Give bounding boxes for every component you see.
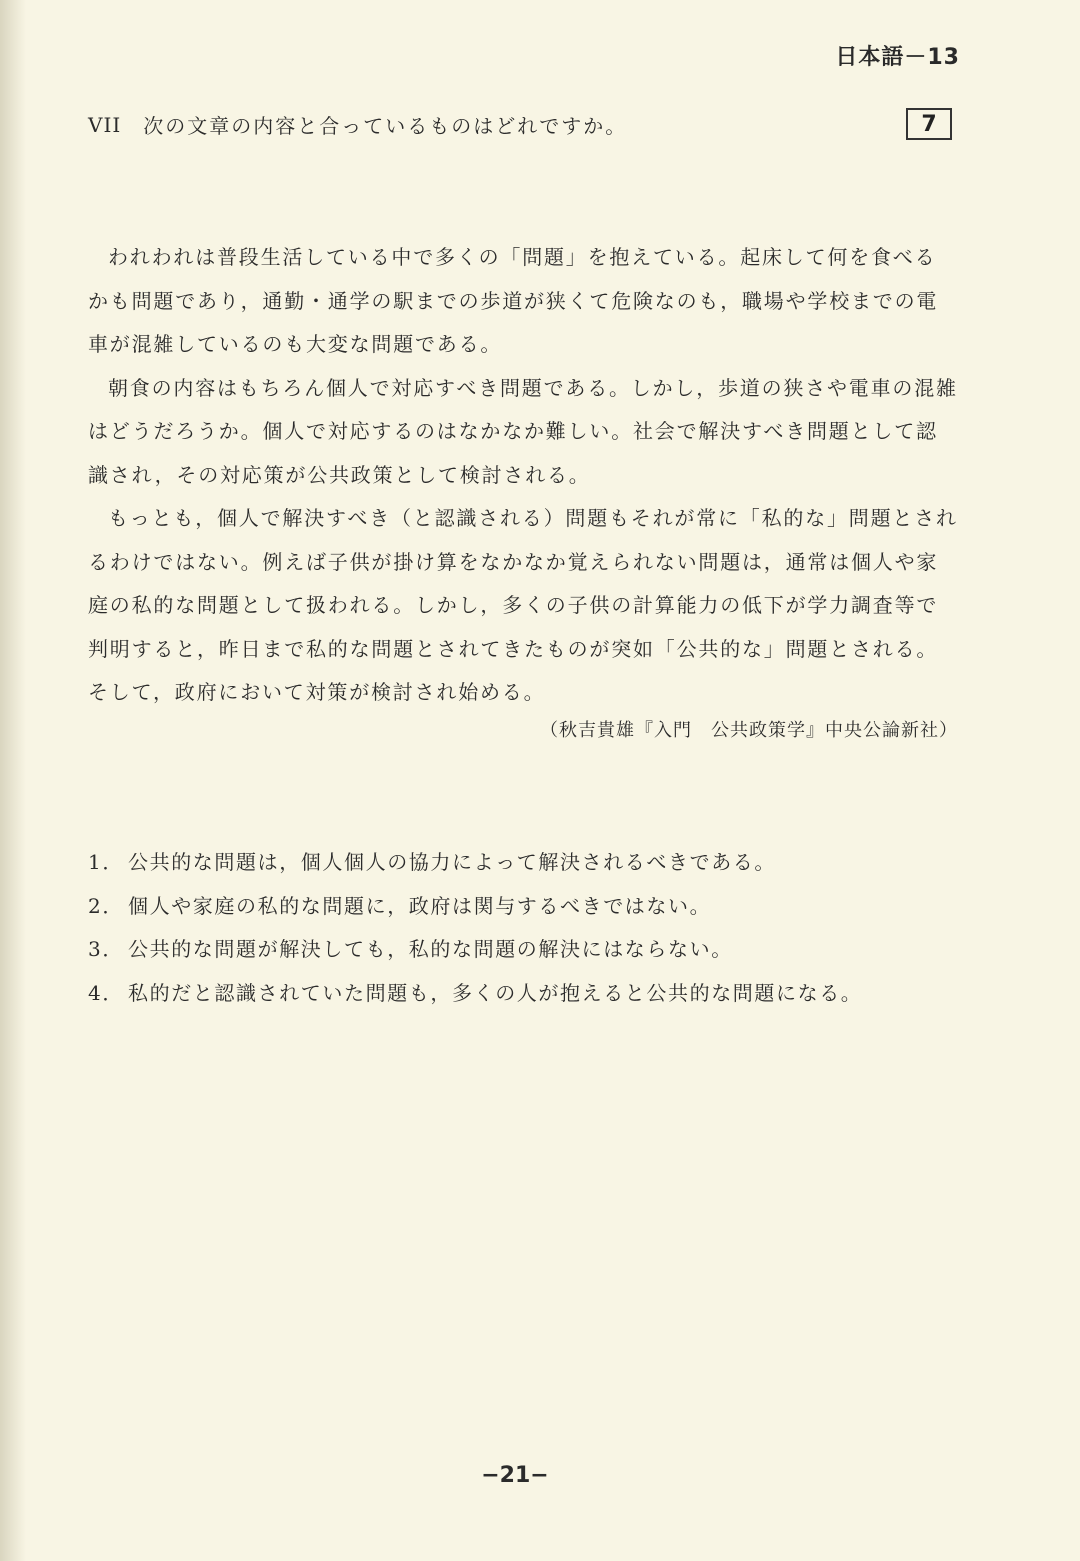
answer-option-2[interactable]: [88, 889, 958, 933]
option-text: 公共的な問題は，個人個人の協力によって解決されるべきである。: [128, 850, 776, 874]
answer-option-4[interactable]: [88, 976, 958, 1020]
page-number: −21−: [481, 1463, 549, 1488]
option-number: 1．: [88, 850, 124, 874]
option-number: 3．: [88, 937, 124, 961]
option-number: 2．: [88, 893, 124, 918]
option-text: 公共的な問題が解決しても，私的な問題の解決にはならない。: [128, 937, 733, 961]
answer-options: [88, 845, 958, 1019]
answer-number-box: 7: [906, 108, 952, 140]
passage-citation: （秋吉貴雄『入門 公共政策学』中央公論新社）: [540, 720, 958, 741]
reading-passage: [88, 236, 958, 715]
question-prompt: 次の文章の内容と合っているものはどれですか。: [143, 114, 628, 138]
passage-paragraph-1: われわれは普段生活している中で多くの「問題」を抱えている。起床して何を食べるかも問題であり，通勤・通学の駅までの歩道が狭くて危険なのも，職場や学校までの電車が混雑しているのも大変な問題である。: [88, 245, 939, 356]
option-text: 私的だと認識されていた問題も，多くの人が抱えると公共的な問題になる。: [128, 980, 863, 1005]
option-number: 4．: [88, 980, 124, 1005]
passage-paragraph-3: もっとも，個人で解決すべき（と認識される）問題もそれが常に「私的な」問題とされるわけではない。例えば子供が掛け算をなかなか覚えられない問題は，通常は個人や家庭の私的な問題として扱われる。しかし，多くの子供の計算能力の低下が学力調査等で判明すると，昨日まで私的な問題とされてきたものが突如「公共的な」問題とされる。そして，政府において対策が検討され始める。: [88, 506, 958, 704]
passage-paragraph-2: 朝食の内容はもちろん個人で対応すべき問題である。しかし，歩道の狭さや電車の混雑はどうだろうか。個人で対応するのはなかなか難しい。社会で解決すべき問題として認識され，その対応策が公共政策として検討される。: [88, 375, 958, 487]
answer-option-3[interactable]: [88, 932, 958, 976]
question-number: VII: [88, 112, 122, 137]
question-prompt-row: [88, 110, 627, 139]
option-text: 個人や家庭の私的な問題に，政府は関与するべきではない。: [128, 893, 712, 918]
section-header: 日本語－13: [835, 45, 960, 70]
answer-option-1[interactable]: [88, 845, 958, 889]
page-binding-shadow: [0, 0, 26, 1561]
